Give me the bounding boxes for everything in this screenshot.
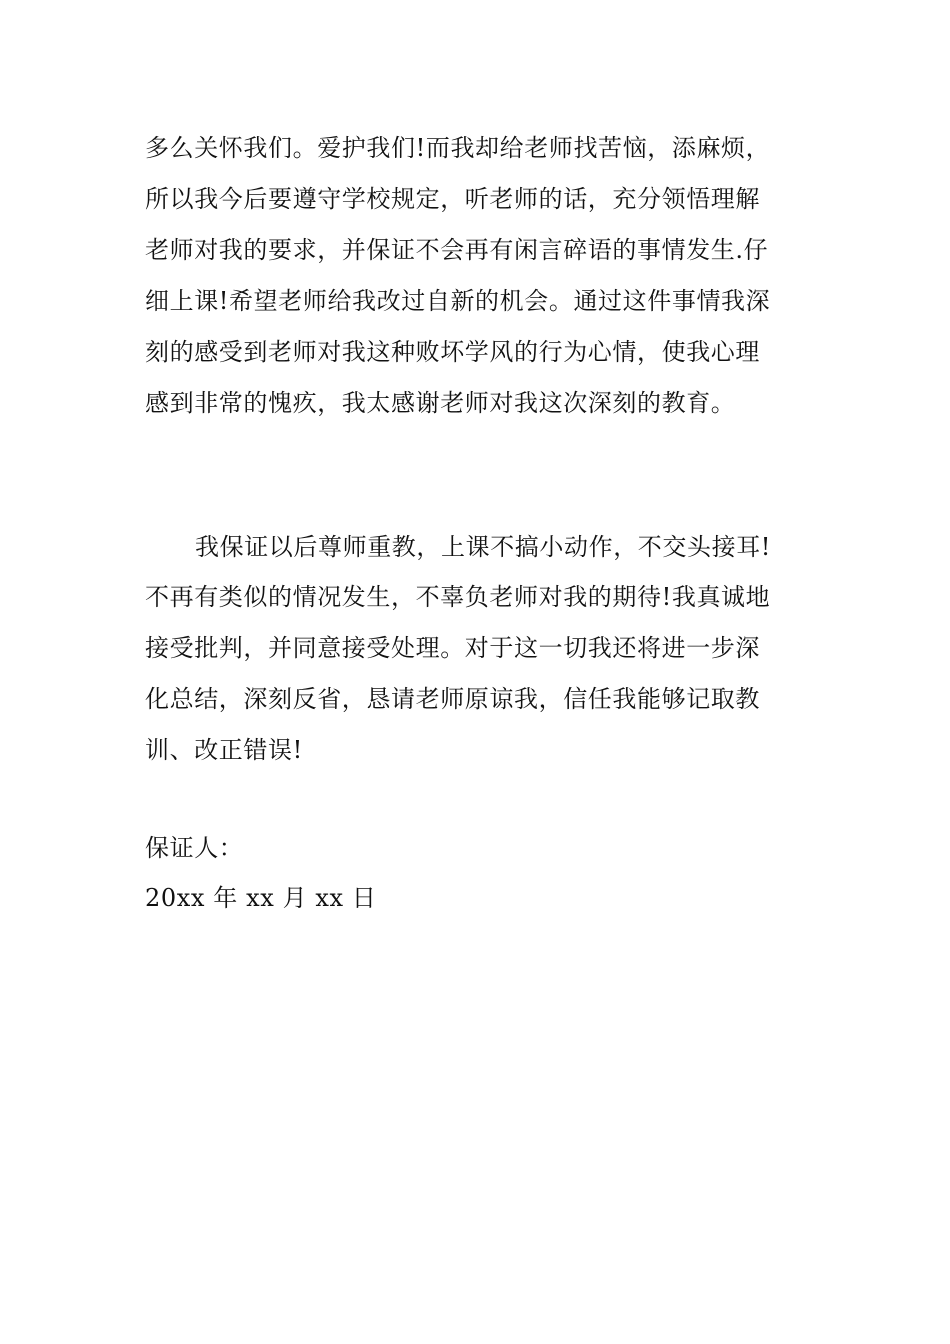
paragraph1-line: 细上课!希望老师给我改过自新的机会。通过这件事情我深 (145, 287, 771, 315)
paragraph1-line: 所以我今后要遵守学校规定，听老师的话，充分领悟理解 (145, 185, 760, 213)
paragraph1-line: 感到非常的愧疚，我太感谢老师对我这次深刻的教育。 (145, 389, 736, 417)
paragraph2-line: 训、改正错误! (145, 736, 303, 764)
paragraph1-line: 老师对我的要求，并保证不会再有闲言碎语的事情发生.仔 (145, 236, 769, 264)
paragraph2-line: 化总结，深刻反省，恳请老师原谅我，信任我能够记取教 (145, 685, 760, 713)
paragraph1-line: 多么关怀我们。爱护我们!而我却给老师找苦恼，添麻烦， (145, 134, 771, 162)
paragraph2-line: 我保证以后尊师重教，上课不搞小动作，不交头接耳! (195, 533, 772, 561)
paragraph2-line: 接受批判，并同意接受处理。对于这一切我还将进一步深 (145, 634, 760, 662)
paragraph1-line: 刻的感受到老师对我这种败坏学风的行为心情，使我心理 (145, 338, 760, 366)
signature-label: 保证人： (145, 834, 244, 862)
date-line: 20xx 年 xx 月 xx 日 (145, 884, 377, 912)
paragraph2-line: 不再有类似的情况发生，不辜负老师对我的期待!我真诚地 (145, 583, 771, 611)
